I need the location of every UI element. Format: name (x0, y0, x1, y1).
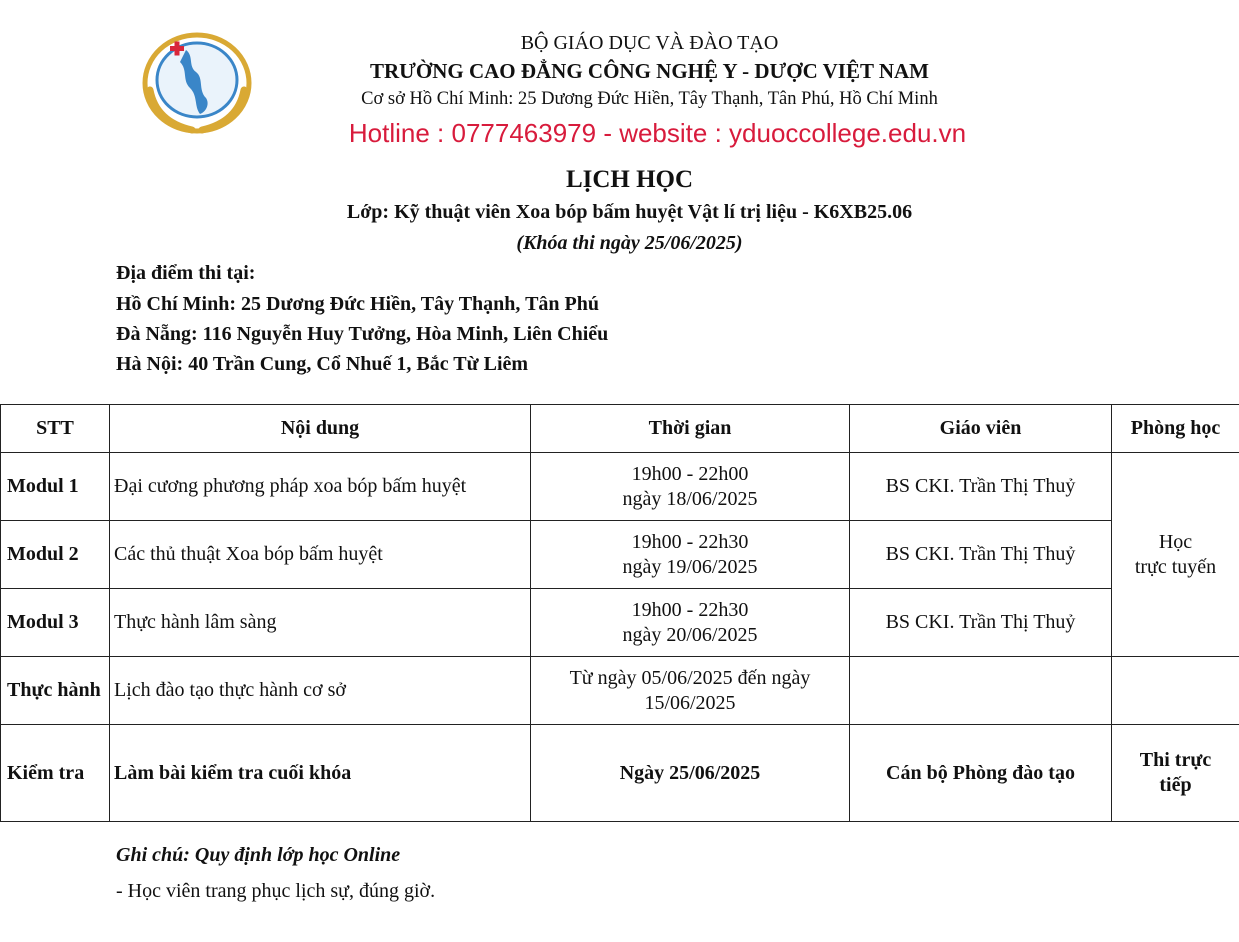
room-exam (1112, 725, 1239, 822)
table-row (1, 521, 1239, 589)
header-room: Phòng học (1112, 405, 1239, 453)
locations-heading: Địa điểm thi tại: (116, 262, 256, 284)
note-item: - Học viên trang phục lịch sự, đúng giờ. (116, 880, 436, 902)
header-time: Thời gian (531, 405, 850, 453)
table-header-row (1, 405, 1239, 453)
row-stt: Modul 1 (1, 453, 110, 521)
row-content: Các thủ thuật Xoa bóp bấm huyệt (110, 521, 531, 589)
row-teacher: BS CKI. Trần Thị Thuỷ (850, 589, 1112, 657)
room-online (1112, 453, 1239, 657)
location-hanoi: Hà Nội: 40 Trần Cung, Cổ Nhuế 1, Bắc Từ Liêm (116, 353, 529, 375)
row-content: Thực hành lâm sàng (110, 589, 531, 657)
room-exam-line1: Thi trực (1139, 749, 1212, 771)
location-hcm: Hồ Chí Minh: 25 Dương Đức Hiền, Tây Thạnh, Tân Phú (116, 293, 599, 315)
table-row (1, 589, 1239, 657)
schedule-table (0, 404, 1239, 822)
row-content: Lịch đào tạo thực hành cơ sở (110, 657, 531, 725)
row-time-range: Từ ngày 05/06/2025 đến ngày (569, 666, 811, 689)
exam-date-line: (Khóa thi ngày 25/06/2025) (516, 232, 743, 254)
row-time-hours: 19h00 - 22h00 (631, 462, 749, 485)
room-exam-line2: tiếp (1159, 774, 1192, 796)
row-time-hours: 19h00 - 22h30 (631, 530, 749, 553)
row-time (531, 453, 850, 521)
room-online-line1: Học (1158, 530, 1193, 553)
header-stt: STT (1, 405, 110, 453)
table-row (1, 453, 1239, 521)
row-time (531, 657, 850, 725)
row-time (531, 521, 850, 589)
school-name: TRƯỜNG CAO ĐẲNG CÔNG NGHỆ Y - DƯỢC VIỆT NAM (369, 59, 930, 83)
ministry-name: BỘ GIÁO DỤC VÀ ĐÀO TẠO (520, 32, 779, 54)
row-teacher: Cán bộ Phòng đào tạo (850, 725, 1112, 822)
row-stt: Modul 2 (1, 521, 110, 589)
row-time-date: ngày 19/06/2025 (622, 555, 758, 578)
hotline-website: Hotline : 0777463979 - website : yduoccollege.edu.vn (348, 118, 967, 148)
row-stt: Kiểm tra (1, 725, 110, 822)
row-stt: Thực hành (1, 657, 110, 725)
row-time (531, 589, 850, 657)
row-teacher: BS CKI. Trần Thị Thuỷ (850, 521, 1112, 589)
row-time-hours: 19h00 - 22h30 (631, 598, 749, 621)
row-stt: Modul 3 (1, 589, 110, 657)
row-teacher: BS CKI. Trần Thị Thuỷ (850, 453, 1112, 521)
document-title: LỊCH HỌC (565, 166, 694, 193)
table-row (1, 657, 1239, 725)
class-line: Lớp: Kỹ thuật viên Xoa bóp bấm huyệt Vật lí trị liệu - K6XB25.06 (346, 201, 913, 223)
school-address: Cơ sở Hồ Chí Minh: 25 Dương Đức Hiền, Tây Thạnh, Tân Phú, Hồ Chí Minh (361, 89, 938, 109)
location-danang: Đà Nẵng: 116 Nguyễn Huy Tưởng, Hòa Minh, Liên Chiểu (116, 323, 609, 345)
notes-heading: Ghi chú: Quy định lớp học Online (116, 844, 401, 866)
row-time: Ngày 25/06/2025 (531, 725, 850, 822)
row-time-date: 15/06/2025 (644, 691, 736, 714)
row-time-date: ngày 18/06/2025 (622, 487, 758, 510)
room-online-line2: trực tuyến (1134, 555, 1217, 578)
row-room (1112, 657, 1239, 725)
row-content: Đại cương phương pháp xoa bóp bấm huyệt (110, 453, 531, 521)
row-content: Làm bài kiểm tra cuối khóa (110, 725, 531, 822)
header-teacher: Giáo viên (850, 405, 1112, 453)
header-content: Nội dung (110, 405, 531, 453)
row-teacher (850, 657, 1112, 725)
table-row (1, 725, 1239, 822)
row-time-date: ngày 20/06/2025 (622, 623, 758, 646)
